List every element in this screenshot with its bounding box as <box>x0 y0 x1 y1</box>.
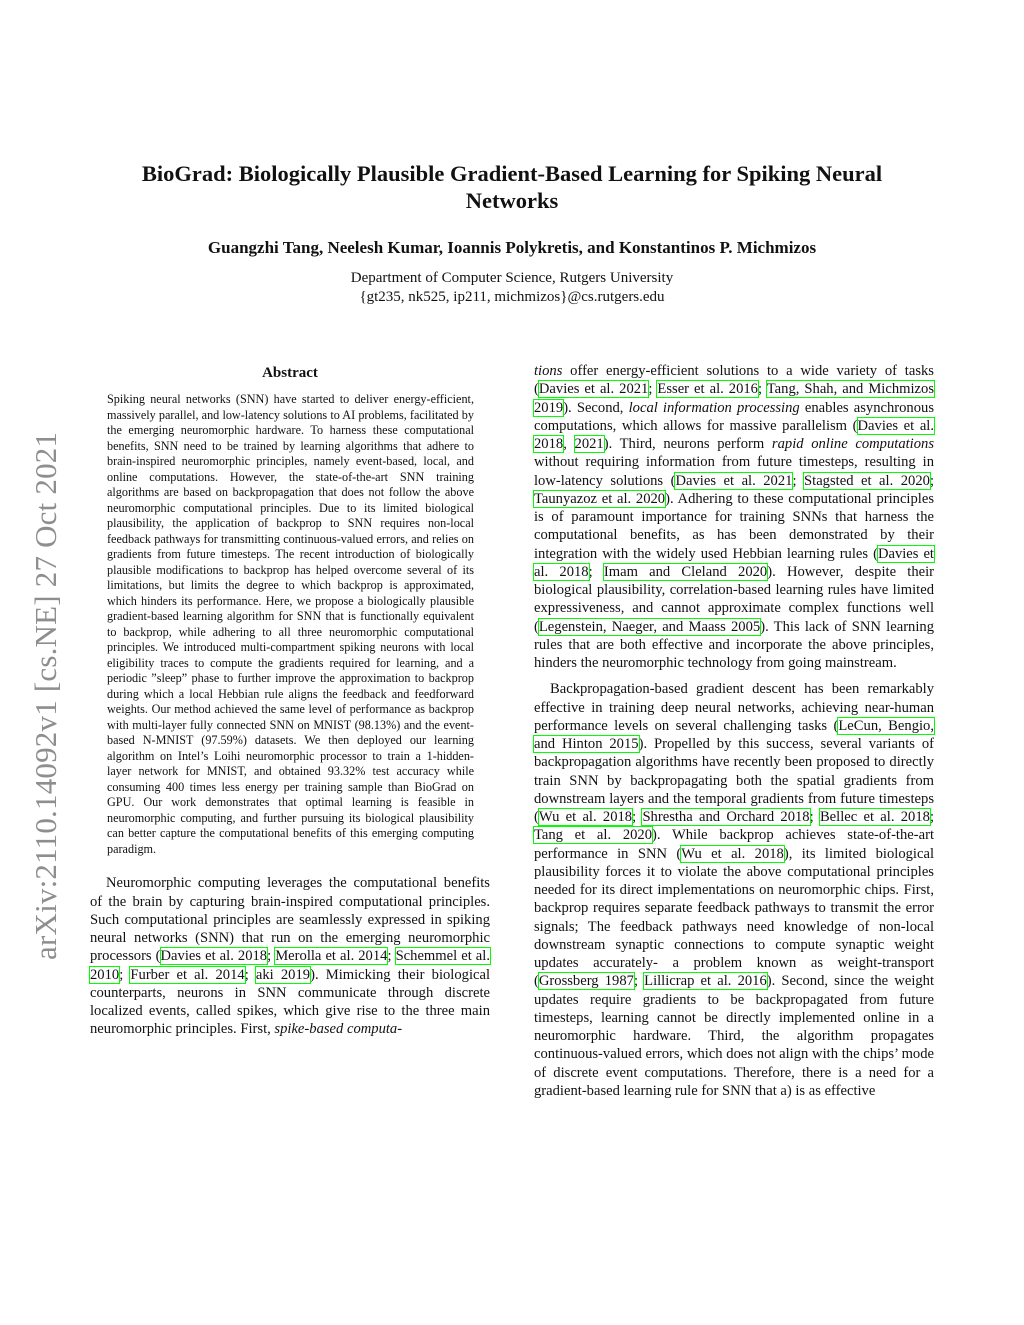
body-text: ). Second, since the weight updates require gradients to be backpropagated from future timesteps, learning cannot be directly implemented online in a neuromorphic hardware. Third, the algorithm propagates continuous-valued errors, which does not align with the chips’ mode of discrete event computations. Therefore, there is a need for a gradient-based learning rule for SNN that a) is as effective <box>534 973 935 1099</box>
right-column <box>534 362 934 1100</box>
left-column <box>90 362 490 1039</box>
intro-paragraph-2: Backpropagation-based gradient descent has been remarkably effective in training deep neural networks, achieving near-human performance levels on several challenging tasks (LeCun, Bengio, and Hinton 2015). Propelled by this success, several variants of backpropagation algorithms have recently been proposed to directly train SNN by backpropagating both the spatial gradients from downstream layers and the temporal gradients from future timesteps (Wu et al. 2018; Shrestha and Orchard 2018; Bellec et al. 2018; Tang et al. 2020). While backprop achieves state-of-the-art performance in SNN (Wu et al. 2018), its limited biological plausibility forces it to violate the above computational principles needed for its direct implementations on neuromorphic chips. First, backprop requires separate feedback pathways to transmit the error signals; The feedback pathways need knowledge of non-local downstream synaptic connections to compute synaptic weight updates accurately- a problem known as weight-transport (Grossberg 1987; Lillicrap et al. 2016). Second, since the weight updates require gradients to be backpropagated from future timesteps, learning cannot be directly implemented online in a neuromorphic hardware. Third, the algorithm propagates continuous-valued errors, which does not align with the chips’ mode of discrete event computations. Therefore, there is a need for a gradient-based learning rule for SNN that a) is as effective <box>534 681 935 1099</box>
citation-link[interactable]: Esser et al. 2016 <box>657 381 758 398</box>
citation-link[interactable]: Imam and Cleland 2020 <box>603 563 768 580</box>
body-text: ). Third, neurons perform <box>603 436 772 452</box>
citation-link[interactable]: Wu et al. 2018 <box>538 809 633 825</box>
intro-paragraph-1-continued: tions offer energy-efficient solutions to a wide variety of tasks (Davies et al. 2021; Esser et al. 2016; Tang, Shah, and Michmizos 2019). Second, local information processing enables asynchronous computations, which allows for massive parallelism (Davies et al. 2018, 2021). Third, neurons perform rapid online computations without requiring information from future timesteps, resulting in low-latency solutions (Davies et al. 2021; Stagsted et al. 2020; Taunyazoz et al. 2020). Adhering to these computational principles is of paramount importance for training SNNs that harness the computational benefits, as has been demonstrated by their integration with the widely used Hebbian learning rules (Davies et al. 2018; Imam and Cleland 2020). However, despite their biological plausibility, correlation-based learning rules have limited expressiveness, and cannot approximate complex functions well (Legenstein, Naeger, and Maass 2005). This lack of SNN learning rules that are both effective and incorporate the above principles, hinders the neuromorphic technology from going mainstream. <box>534 363 935 671</box>
citation-link[interactable]: Lillicrap et al. 2016 <box>644 973 767 990</box>
body-text: Backpropagation-based gradient descent has been remarkably effective in training deep neural networks, achieving near-human performance levels on several challenging tasks ( <box>534 681 934 734</box>
citation-link[interactable]: Wu et al. 2018 <box>681 845 784 862</box>
emphasis-text: rapid online computations <box>771 436 935 452</box>
citation-link[interactable]: Shrestha and Orchard 2018 <box>642 809 810 825</box>
body-text: offer energy-efficient solutions to a wide variety of tasks ( <box>534 363 934 398</box>
citation-link[interactable]: Tang, Shah, and Michmizos 2019 <box>534 381 934 416</box>
citation-link[interactable]: 2021 <box>574 436 604 452</box>
author-emails: {gt235, nk525, ip211, michmizos}@cs.rutgers.edu <box>359 289 665 305</box>
arxiv-identifier: arXiv:2110.14092v1 [cs.NE] 27 Oct 2021 <box>28 431 63 960</box>
body-text: without requiring information from future timesteps, resulting in low-latency solutions ( <box>534 454 934 489</box>
body-text: ). While backprop achieves state-of-the-art performance in SNN ( <box>534 827 935 862</box>
citation-link[interactable]: Legenstein, Naeger, and Maass 2005 <box>538 618 761 635</box>
body-text: ). Second, <box>563 399 629 416</box>
body-text: ). However, despite their biological plausibility, correlation-based learning rules have limited expressiveness, and cannot approximate complex functions well ( <box>534 563 935 635</box>
body-text: ). Adhering to these computational principles is of paramount importance for training SNNs that harness the computational benefits, as has been demonstrated by their integration with the widely used Hebbian learning rules ( <box>534 490 934 562</box>
citation-link[interactable]: aki 2019 <box>255 966 311 983</box>
citation-link[interactable]: Davies et al. 2018 <box>160 948 268 965</box>
abstract-heading: Abstract <box>262 365 318 381</box>
body-text: Neuromorphic computing leverages the computational benefits of the brain by capturing brain-inspired computational principles. Such computational principles are seamlessly expressed in spiking neural networks (SNN) that run on the emerging neuromorphic processors ( <box>90 875 490 965</box>
emphasis-text: spike-based computa- <box>274 1021 403 1038</box>
citation-link[interactable]: Grossberg 1987 <box>538 973 634 990</box>
citation-link[interactable]: Merolla et al. 2014 <box>275 948 388 965</box>
affiliation-block <box>110 269 914 307</box>
affiliation: Department of Computer Science, Rutgers University <box>350 270 674 286</box>
body-text: ). Mimicking their biological counterparts, neurons in SNN communicate through discrete localized events, called spikes, which give rise to the three main neuromorphic principles. First, <box>90 966 491 1038</box>
citation-link[interactable]: Bellec et al. 2018 <box>819 809 930 825</box>
body-text: ). This lack of SNN learning rules that are both effective and incorporate the above principles, hinders the neuromorphic technology from going mainstream. <box>534 618 934 671</box>
paper-title: BioGrad: Biologically Plausible Gradient-Based Learning for Spiking Neural Networks <box>141 161 883 213</box>
citation-link[interactable]: Schemmel et al. 2010 <box>90 948 490 983</box>
citation-link[interactable]: Davies et al. 2021 <box>538 381 649 398</box>
emphasis-text: tions <box>534 363 563 379</box>
citation-link[interactable]: Furber et al. 2014 <box>130 966 245 983</box>
abstract-text: Spiking neural networks (SNN) have started to deliver energy-efficient, massively parallel, and low-latency solutions to AI problems, facilitated by the emerging neuromorphic hardware. To harness these computational benefits, SNN need to be trained by learning algorithms that adhere to brain-inspired neuromorphic principles, namely event-based, local, and online computations. However, the state-of-the-art SNN training algorithms are based on backpropagation that does not follow the above neuromorphic computational principles. Due to its limited biological plausibility, the application of backprop to SNN requires non-local feedback pathways for transmitting continuous-valued errors, and relies on gradients from future timesteps. The recent introduction of biologically plausible modifications to backprop has helped overcome several of its limitations, but limits the degree to which backprop is approximated, which hinders its performance. Here, we propose a biologically plausible gradient-based learning algorithm for SNN that is functionally equivalent to backprop, while adhering to all three neuromorphic computational principles. We introduced multi-compartment spiking neurons with local eligibility traces to compute the gradients required for learning, and a periodic ”sleep” phase to further improve the approximation to backprop during which a local Hebbian rule aligns the feedback and feedforward weights. Our method achieved the same level of performance as backprop with multi-layer fully connected SNN on MNIST (98.13%) and the event-based N-MNIST (97.59%) datasets. We then deployed our learning algorithm on Intel’s Loihi neuromorphic processor to train a 1-hidden-layer network for MNIST, and obtained 93.32% test accuracy while consuming 400 times less energy per training sample than BioGrad on GPU. Our work demonstrates that optimal learning is feasible in neuromorphic computing, and further pursuing its biological plausibility can better capture the computational benefits of this emerging computing paradigm. <box>107 392 474 856</box>
author-list: Guangzhi Tang, Neelesh Kumar, Ioannis Polykretis, and Konstantinos P. Michmizos <box>207 238 817 257</box>
body-text: enables asynchronous computations, which allows for massive parallelism ( <box>534 399 935 434</box>
citation-link[interactable]: Taunyazoz et al. 2020 <box>534 490 666 507</box>
intro-paragraph-1: Neuromorphic computing leverages the computational benefits of the brain by capturing brain-inspired computational principles. Such computational principles are seamlessly expressed in spiking neural networks (SNN) that run on the emerging neuromorphic processors (Davies et al. 2018; Merolla et al. 2014; Schemmel et al. 2010; Furber et al. 2014; aki 2019). Mimicking their biological counterparts, neurons in SNN communicate through discrete localized events, called spikes, which give rise to the three main neuromorphic principles. First, spike-based computa- <box>90 875 491 1038</box>
citation-link[interactable]: Stagsted et al. 2020 <box>804 472 930 489</box>
body-text: ), its limited biological plausibility forces it to violate the above computational principles needed for its direct implementations on neuromorphic chips. First, backprop requires separate feedback pathways to transmit the error signals; The feedback pathways need knowledge of non-local downstream synaptic connections to compute synaptic weight updates accurately- a problem known as weight-transport ( <box>534 845 934 990</box>
citation-link[interactable]: Davies et al. 2018 <box>534 545 934 580</box>
citation-link[interactable]: LeCun, Bengio, and Hinton 2015 <box>534 717 934 752</box>
emphasis-text: local information processing <box>628 399 800 416</box>
citation-link[interactable]: Tang et al. 2020 <box>534 827 653 844</box>
citation-link[interactable]: Davies et al. 2018 <box>534 417 934 452</box>
citation-link[interactable]: Davies et al. 2021 <box>675 472 793 489</box>
body-text: ). Propelled by this success, several variants of backpropagation algorithms have recently been proposed to directly train SNN by backpropagating both the spatial gradients from downstream layers and the temporal gradients from future timesteps ( <box>534 736 934 825</box>
